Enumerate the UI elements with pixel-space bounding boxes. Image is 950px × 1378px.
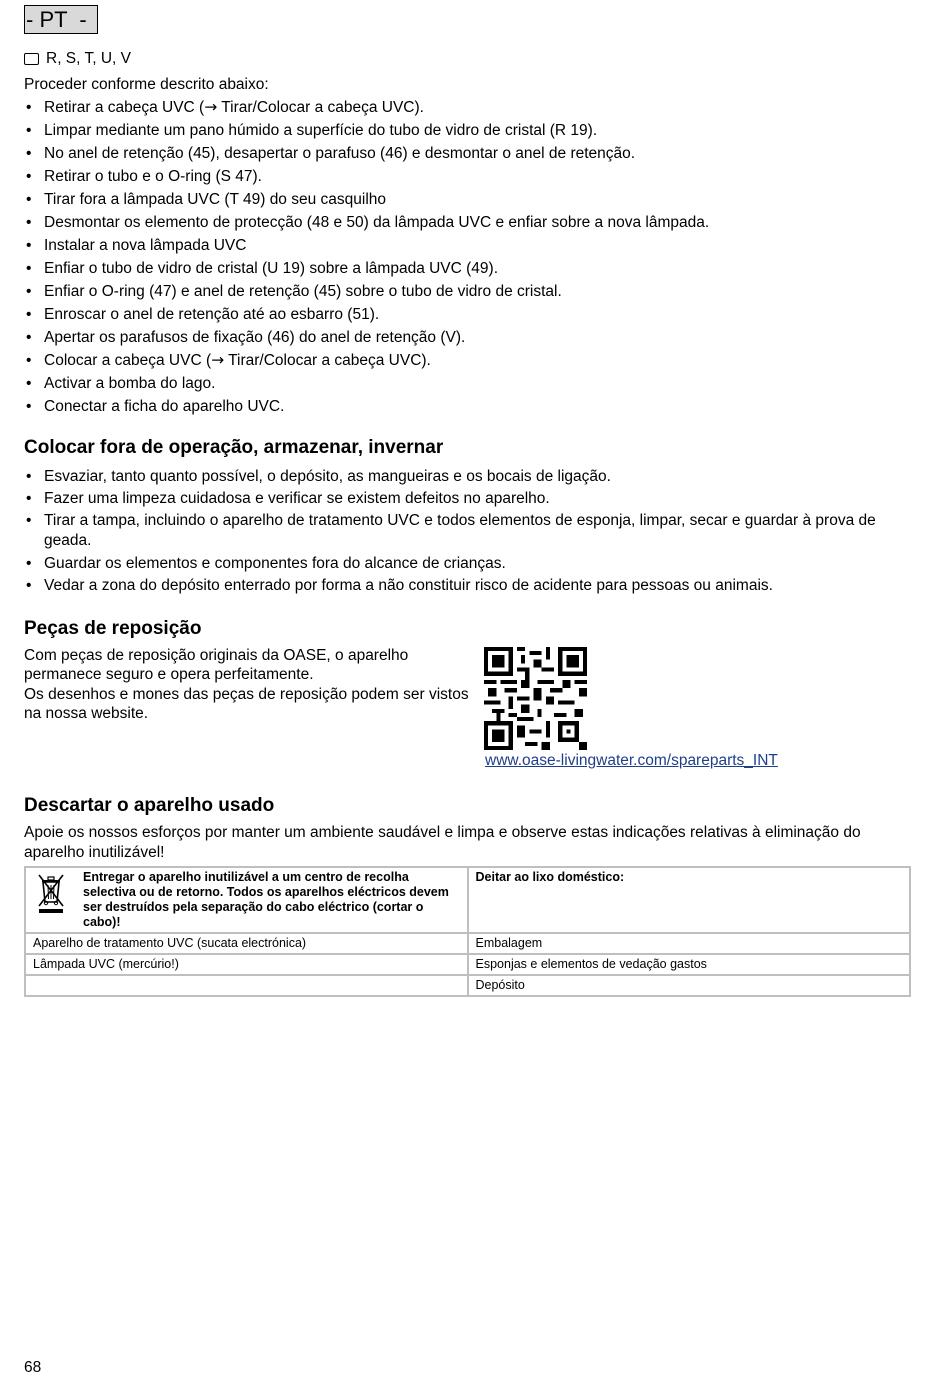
list-item: • Desmontar os elemento de protecção (48 e 50) da lâmpada UVC e enfiar sobre a nova lâmpada. [24,213,924,236]
list-item: • Enfiar o O-ring (47) e anel de retenção (45) sobre o tubo de vidro de cristal. [24,282,924,305]
arrow-right-icon: → [204,98,218,116]
list-item: • Guardar os elementos e componentes fora do alcance de crianças. [24,554,924,574]
procedure-steps [24,98,924,420]
disposal-text: Apoie os nossos esforços por manter um ambiente saudável e limpa e observe estas indicações relativas à eliminação do aparelho inutilizável! [24,824,861,861]
language-tag: - PT - [24,5,98,34]
list-item: • Vedar a zona do depósito enterrado por forma a não constituir risco de acidente para pessoas ou animais. [24,576,924,596]
figure-reference-icon [24,53,39,65]
table-left-header: Entregar o aparelho inutilizável a um centro de recolha selectiva ou de retorno. Todos os aparelhos eléctricos devem ser destruídos pela separação do cabo eléctrico (cortar o cabo)! [83,870,449,929]
table-row: Lâmpada UVC (mercúrio!) Esponjas e elementos de vedação gastos [25,954,910,975]
list-item: • Esvaziar, tanto quanto possível, o depósito, as mangueiras e os bocais de ligação. [24,467,924,487]
list-item: • Tirar a tampa, incluindo o aparelho de tratamento UVC e todos elementos de esponja, limpar, secar e guardar à prova de geada. [24,511,924,551]
list-item: • Activar a bomba do lago. [24,374,924,397]
storage-list [24,467,924,598]
spare-parts-link[interactable]: www.oase-livingwater.com/spareparts_INT [485,752,778,769]
table-row: Depósito [25,975,910,996]
disposal-heading: Descartar o aparelho usado [24,795,275,816]
disposal-table [24,866,911,997]
list-item: • No anel de retenção (45), desapertar o parafuso (46) e desmontar o anel de retenção. [24,144,924,167]
spare-parts-heading: Peças de reposição [24,618,202,639]
list-item: • Tirar fora a lâmpada UVC (T 49) do seu casquilho [24,190,924,213]
page-number: 68 [24,1359,42,1376]
figure-refs-text: R, S, T, U, V [46,50,131,67]
list-item: • Retirar o tubo e o O-ring (S 47). [24,167,924,190]
table-row: Aparelho de tratamento UVC (sucata electrónica) Embalagem [25,933,910,954]
procedure-intro: Proceder conforme descrito abaixo: [24,76,269,93]
list-item: • Retirar a cabeça UVC (→ Tirar/Colocar a cabeça UVC). [24,98,924,121]
crossed-out-bin-icon [33,872,69,914]
figure-refs [24,49,131,68]
list-item: • Enroscar o anel de retenção até ao esbarro (51). [24,305,924,328]
list-item: • Limpar mediante um pano húmido a superfície do tubo de vidro de cristal (R 19). [24,121,924,144]
list-item: • Conectar a ficha do aparelho UVC. [24,397,924,420]
spare-parts-text: Com peças de reposição originais da OASE, o aparelho permanece seguro e opera perfeitamente. Os desenhos e mones das peças de reposição podem ser vistos na nossa website. [24,647,469,722]
arrow-right-icon: → [211,351,225,369]
qr-code-icon[interactable] [484,647,587,750]
list-item: • Fazer uma limpeza cuidadosa e verificar se existem defeitos no aparelho. [24,489,924,509]
list-item: • Enfiar o tubo de vidro de cristal (U 19) sobre a lâmpada UVC (49). [24,259,924,282]
table-right-header: Deitar ao lixo doméstico: [468,867,911,933]
list-item: • Colocar a cabeça UVC (→ Tirar/Colocar a cabeça UVC). [24,351,924,374]
list-item: • Instalar a nova lâmpada UVC [24,236,924,259]
storage-heading: Colocar fora de operação, armazenar, invernar [24,437,444,458]
list-item: • Apertar os parafusos de fixação (46) do anel de retenção (V). [24,328,924,351]
